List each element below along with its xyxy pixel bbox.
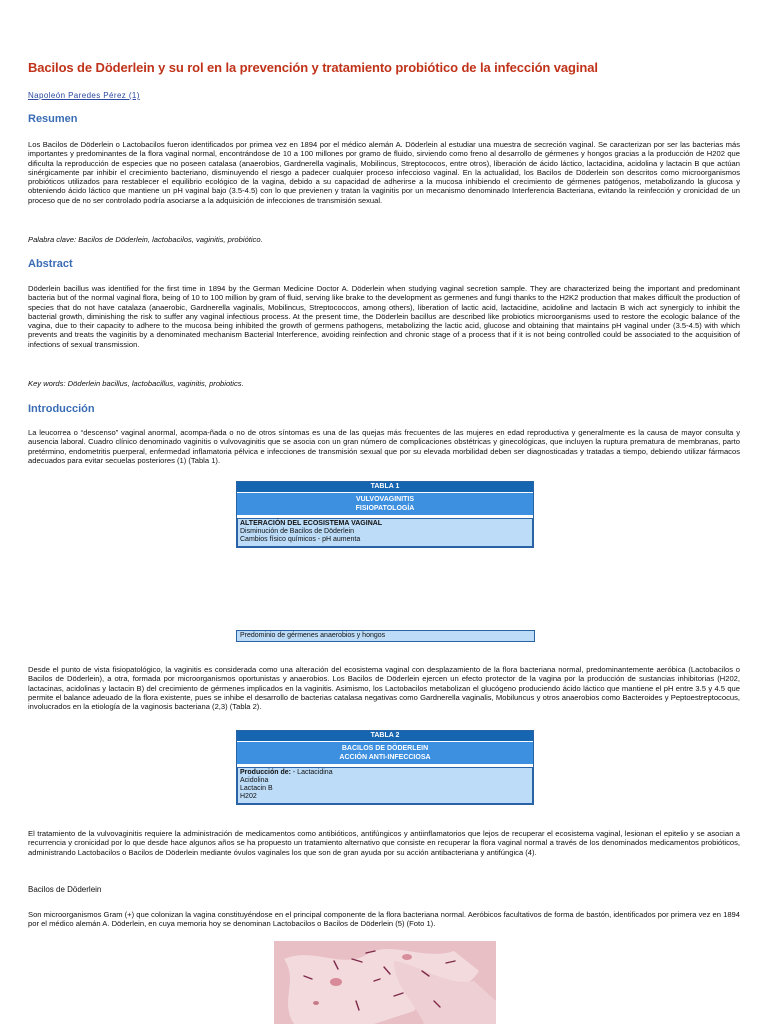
table-1-sub-1: VULVOVAGINITIS	[355, 496, 415, 503]
table-2-heading: Producción de:	[240, 769, 291, 776]
abstract-text: Döderlein bacillus was identified for the first time in 1894 by the German Medicine Doctor A. Döderlein when studying vaginal secretion sample. They are characterized being the important and predominant bacteria but of the normal vaginal flora, being of 10 to 100 million by gram of fluid, serving like brake to the development as germenes and fungi thanks to the H2K2 production that makes difficult the production of species that do not have catalaza (anaerobic, Gardnerella vaginalis, Mobilincus, Streptococcos, among others), liberation of lactic acid, lactacidine, acidoline and lactacin B wich act synergicly to inhibit the bacterial growth, diminishing the risk to suffer any vaginal infectious process. At the present time, the Döderlein bacillus are described like probiotics microorganisms used to restore the ecologic balance of the vagina, due to their capacity to adhere to the mucosa being inhibited the growth of germens pathogens, metabolizing the lactic acid, glucose and obtaining that maintains pH vaginal under (3.5-4.5) with which prevents and treats the vaginitis by a denominated mechanism Bacterial Interference, avoiding reinfection and chronic stage of a process that if it is not being controlled could be associated to the acquisition of infections of sexual transmission.	[28, 284, 740, 349]
intro-paragraph-2: Desde el punto de vista fisiopatológico, la vaginitis es considerada como una alteración del ecosistema vaginal con desplazamiento de la flora bacteriana normal, predominantemente aeróbica (Lactobacilos o Bacilos de Döderlein), a otra, formada por microorganismos oportunistas y anaerobios. Los Bacilos de Döderlein ejercen un efecto protector de la vagina por la producción de sustancias inhibitorias (H202, lactacinas, acidolinas y lactacin B) del crecimiento de gérmenes implicados en la vaginitis. Asimismo, los Lactobacilos metabolizan el glucógeno produciendo ácido láctico que mantiene el pH entre 3.5 y 4.5 que permite el balance adeuado de la flora existente, pues se inhibe el desarrollo de bacterias catalasa negativas como Gardnerella vaginalis, Mobiluncus y otros anaerobios como Bacteroides y Peptoestreptococus, involucrados en la etiología de la vaginosis bacteriana (2,3) (Tabla 2).	[28, 665, 740, 712]
author-link[interactable]: Napoleón Paredes Pérez (1)	[28, 91, 140, 100]
abstract-keywords: Key words: Döderlein bacillus, lactobacillus, vaginitis, probiotics.	[28, 379, 244, 388]
table-2-first-item: - Lactacidina	[292, 769, 333, 776]
intro-heading: Introducción	[28, 403, 95, 415]
table-2-item: H202	[240, 793, 257, 800]
table-2-sub-1: BACILOS DE DÖDERLEIN	[341, 745, 429, 752]
abstract-heading: Abstract	[28, 258, 73, 270]
resumen-heading: Resumen	[28, 113, 78, 125]
table-2-label: TABLA 2	[237, 731, 533, 741]
resumen-keywords: Palabra clave: Bacilos de Döderlein, lactobacilos, vaginitis, probiótico.	[28, 235, 263, 244]
micrograph-image	[274, 941, 496, 1024]
table-1-subtitle	[237, 492, 533, 515]
intro-paragraph-3: El tratamiento de la vulvovaginitis requiere la administración de medicamentos como antibióticos, antifúngicos y antiinflamatorios que lejos de recuperar el ecosistema vaginal, lesionan el epitelio y se asocian a recurrencia y cronicidad por lo que desde hace algunos años se ha propuesto un tratamiento alternativo que consiste en recuperar la flora vaginal normal a través de los denominados medicamentos probióticos, administrando Lactobacilos o Bacilos de Döderlein mediante óvulos vaginales los que son de gran ayuda por su acción antibacteriana y antifúngica (4).	[28, 829, 740, 857]
table-1-label: TABLA 1	[237, 482, 533, 492]
table-1-heading: ALTERACIÓN DEL ECOSISTEMA VAGINAL	[240, 520, 383, 527]
table-1-item: Disminución de Bacilos de Döderlein	[240, 528, 355, 535]
table-1	[236, 481, 534, 548]
table-2	[236, 730, 534, 805]
intro-paragraph-4: Son microorganismos Gram (+) que colonizan la vagina constituyéndose en el principal componente de la flora bacteriana normal. Aeróbicos facultativos de forma de bastón, identificados por primera vez en 1894 por el médico alemán A. Döderlein, en cuya memoria hoy se denominan Lactobacilos o Bacilos de Döderlein (5) (Foto 1).	[28, 910, 740, 929]
table-2-item: Lactacin B	[240, 785, 273, 792]
table-1-body	[237, 518, 533, 547]
micrograph-photo	[274, 941, 496, 1024]
table-1-item: Cambios físico químicos - pH aumenta	[240, 536, 361, 543]
table-1-sub-2: FISIOPATOLOGÍA	[355, 505, 415, 512]
intro-paragraph-1: La leucorrea o “descenso” vaginal anormal, acompa-ñada o no de otros síntomas es una de las quejas más frecuentes de las mujeres en edad reproductiva y generalmente es la causa de mayor consulta y ausencia laboral. Cuadro clínico denominado vaginitis o vulvovaginitis que se asocia con un gran número de complicaciones obstétricas y ginecológicas, que incluyen la ruptura prematura de membranas, parto pretérmino, endometritis puerperal, enfermedad inflamatoria pélvica e infecciones de transmisión sexual que por su elevada morbilidad deben ser diagnosticadas y tratadas a tiempo, debiendo utilizar fármacos adecuados para evitar secuelas posteriores (1) (Tabla 1).	[28, 428, 740, 465]
section-subheading: Bacilos de Döderlein	[28, 885, 102, 894]
table-1-extra-row: Predominio de gérmenes anaerobios y hongos	[236, 630, 535, 642]
article-title: Bacilos de Döderlein y su rol en la prevención y tratamiento probiótico de la infección vaginal	[28, 60, 598, 75]
resumen-text: Los Bacilos de Döderlein o Lactobacilos fueron identificados por primea vez en 1894 por el médico alemán A. Döderlein al estudiar una muestra de secreción vaginal. Se caracterizan por ser las bacterias más importantes y predominantes de la flora vaginal normal, encontrándose de 10 a 100 millones por gramo de fluido, sirviendo como freno al desarrollo de gérmenes y hongos gracias a la producción de H202 que dificulta la reproducción de especies que no poseen catalasa (anaerobios, Gardnerella vaginalis, Mobilincus, Streptococos, entre otros), liberación de ácido láctico, lactacidina, acidolina y lactacin B que actúan sinérgicamente par inhibir el crecimiento bacteriano, disminuyendo el riesgo a padecer cualquier proceso infeccioso vaginal. En la actualidad, los Bacilos de Döderlein son descritos como microorganismos probióticos utilizados para restablecer el equilibrio ecológico de la vagina, debido a su capacidad de adherirse a la mucosa inhibiendo el crecimiento de gérmenes patógenos, metabolizando la glucosa y obteniendo ácido láctico que mantiene un pH vaginal bajo (3.5-4.5) con lo que previenen y tratan la vaginitis por un mecanismo denominado Interferencia Bacteriana, evitando la reinfección y cronicidad de un proceso que de no ser controlado podría asociarse a la adquisición de infecciones de transmisión sexual.	[28, 140, 740, 205]
table-2-body	[237, 767, 533, 804]
table-2-item: Acidolina	[240, 777, 269, 784]
table-2-sub-2: ACCIÓN ANTI-INFECCIOSA	[339, 754, 431, 761]
table-2-subtitle	[237, 741, 533, 764]
